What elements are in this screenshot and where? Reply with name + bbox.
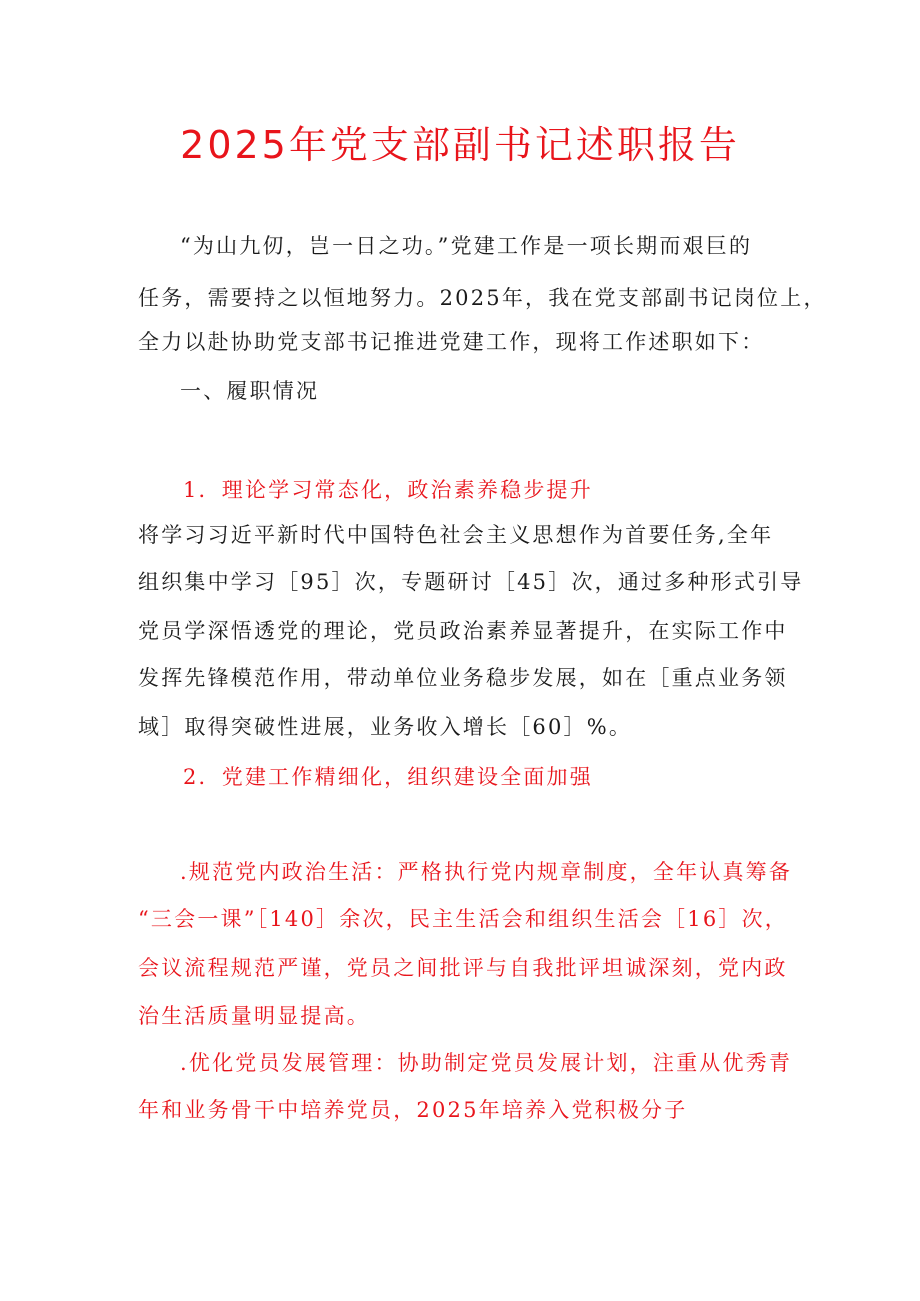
document-title: 2025年党支部副书记述职报告 — [180, 123, 740, 167]
item-1-line-4: 发挥先锋模范作用，带动单位业务稳步发展，如在［重点业务领 — [138, 666, 788, 690]
sub-2-line-2: 年和业务骨干中培养党员，2025年培养入党积极分子 — [138, 1098, 688, 1122]
item-2-heading: 2．党建工作精细化，组织建设全面加强 — [183, 765, 593, 789]
item-1-line-5: 域］取得突破性进展，业务收入增长［60］%。 — [138, 715, 633, 739]
item-1-line-2: 组织集中学习［95］次，专题研讨［45］次，通过多种形式引导 — [138, 570, 804, 594]
intro-line-3: 全力以赴协助党支部书记推进党建工作，现将工作述职如下： — [138, 330, 765, 354]
item-1-line-3: 党员学深悟透党的理论，党员政治素养显著提升，在实际工作中 — [138, 619, 788, 643]
item-1-line-1: 将学习习近平新时代中国特色社会主义思想作为首要任务,全年 — [138, 523, 774, 547]
sub-1-line-4: 治生活质量明显提高。 — [138, 1004, 370, 1028]
item-1-heading: 1．理论学习常态化，政治素养稳步提升 — [183, 478, 593, 502]
sub-1-line-3: 会议流程规范严谨，党员之间批评与自我批评坦诚深刻，党内政 — [138, 956, 788, 980]
sub-1-line-1: .规范党内政治生活：严格执行党内规章制度，全年认真筹备 — [180, 860, 793, 884]
sub-2-line-1: .优化党员发展管理：协助制定党员发展计划，注重从优秀青 — [180, 1051, 793, 1075]
sub-1-line-2: “三会一课”［140］余次，民主生活会和组织生活会［16］次， — [138, 907, 788, 931]
intro-line-2: 任务，需要持之以恒地努力。2025年，我在党支部副书记岗位上， — [138, 286, 827, 310]
intro-line-1: “为山九仞，岂一日之功。”党建工作是一项长期而艰巨的 — [180, 234, 753, 258]
section-heading-1: 一、履职情况 — [180, 379, 320, 403]
